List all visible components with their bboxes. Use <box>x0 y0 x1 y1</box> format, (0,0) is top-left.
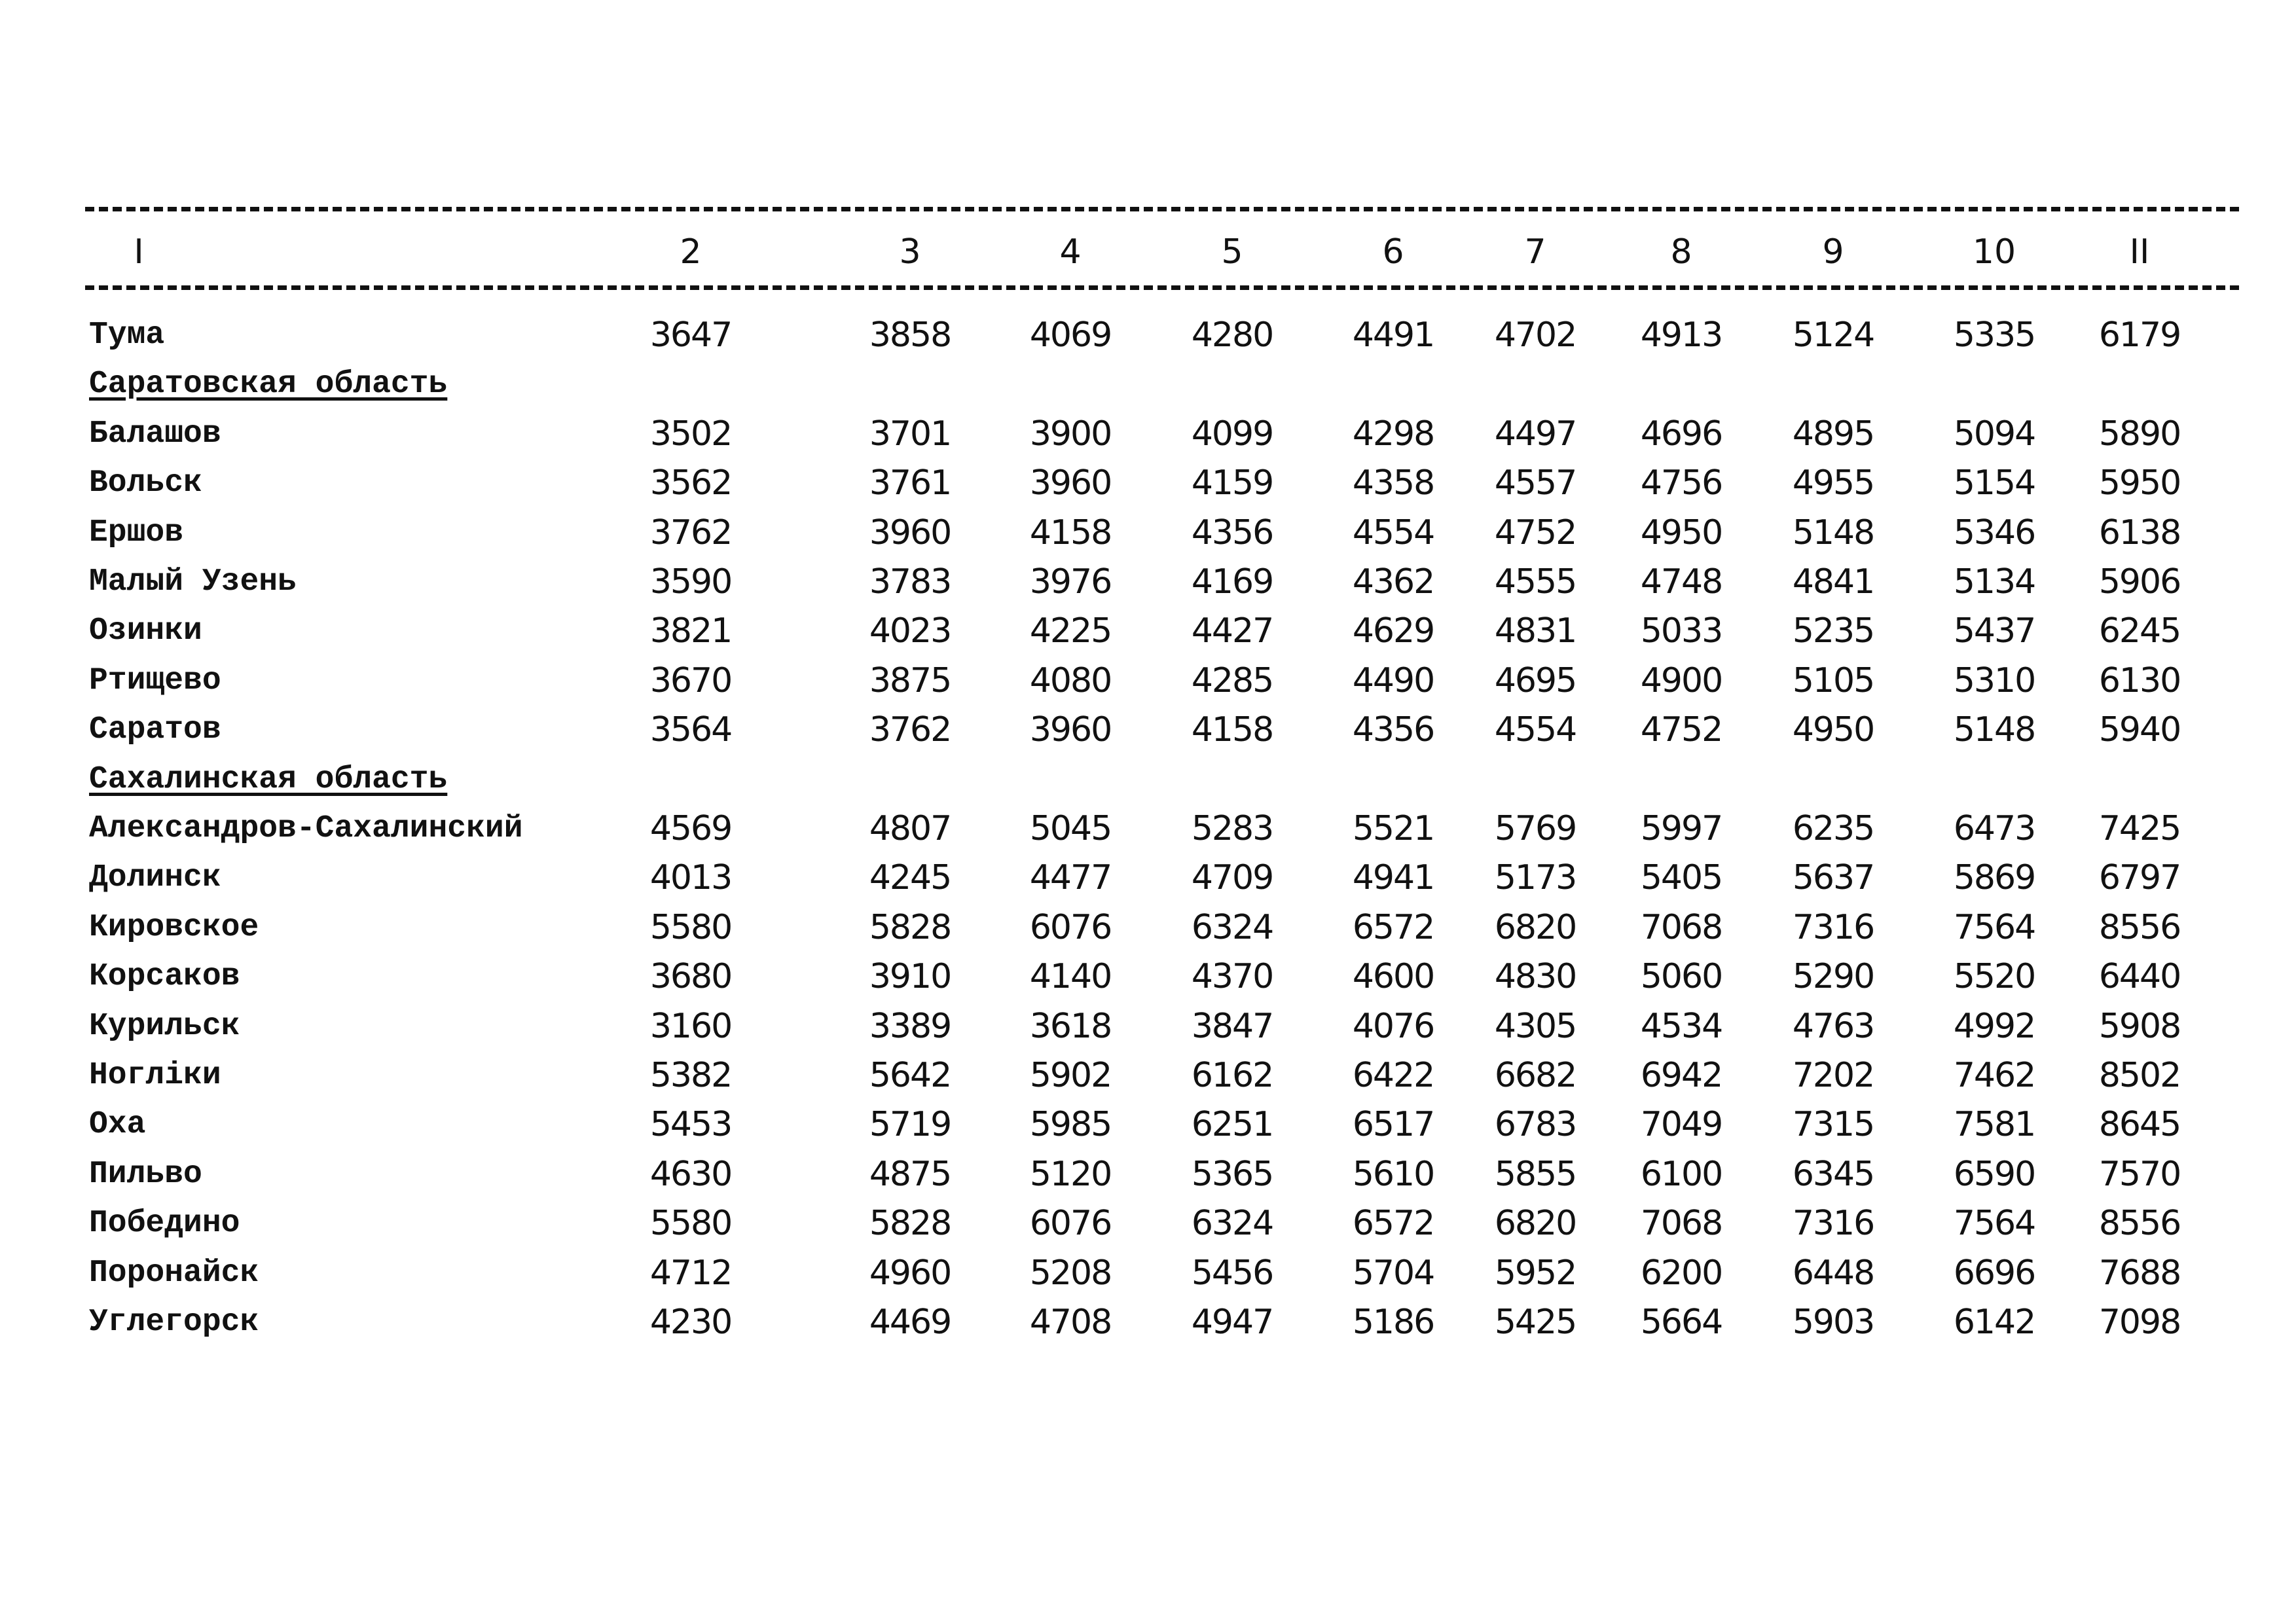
table-cell: 3160 <box>649 1006 732 1046</box>
table-cell: 4630 <box>649 1154 732 1194</box>
table-cell: 5952 <box>1494 1253 1576 1293</box>
table-cell: 4554 <box>1494 710 1576 750</box>
settlement-name: Пильво <box>89 1156 202 1192</box>
table-cell: 4534 <box>1640 1006 1722 1046</box>
table-cell: 5580 <box>649 1204 732 1244</box>
table-cell: 4569 <box>649 809 732 848</box>
column-header: 8 <box>1670 232 1692 272</box>
column-header: II <box>2129 232 2150 272</box>
table-cell: 4709 <box>1191 858 1273 898</box>
table-cell: 4158 <box>1191 710 1273 750</box>
table-cell: 3847 <box>1191 1006 1273 1046</box>
table-cell: 3761 <box>869 463 951 503</box>
table-cell: 4950 <box>1640 513 1722 552</box>
table-cell: 4477 <box>1029 858 1112 898</box>
table-cell: 4285 <box>1191 660 1273 700</box>
table-cell: 4225 <box>1029 611 1112 651</box>
region-heading: Сахалинская область <box>89 761 448 797</box>
table-cell: 4600 <box>1352 957 1434 997</box>
settlement-name: Балашов <box>89 416 221 452</box>
table-cell: 5283 <box>1191 809 1273 848</box>
table-cell: 5704 <box>1352 1253 1434 1293</box>
table-cell: 6696 <box>1953 1253 2035 1293</box>
table-cell: 7564 <box>1953 1204 2035 1244</box>
table-cell: 4895 <box>1792 414 1874 454</box>
column-header: 6 <box>1382 232 1404 272</box>
table-cell: 4362 <box>1352 562 1434 602</box>
table-cell: 5437 <box>1953 611 2035 651</box>
table-cell: 4752 <box>1494 513 1576 552</box>
table-cell: 5124 <box>1792 316 1874 355</box>
settlement-name: Курильск <box>89 1008 240 1044</box>
table-cell: 4712 <box>649 1253 732 1293</box>
table-cell: 3960 <box>1029 710 1112 750</box>
table-cell: 4629 <box>1352 611 1434 651</box>
table-cell: 4950 <box>1792 710 1874 750</box>
table-cell: 6517 <box>1352 1105 1434 1145</box>
table-cell: 4497 <box>1494 414 1576 454</box>
table-cell: 5906 <box>2098 562 2181 602</box>
table-cell: 3502 <box>649 414 732 454</box>
table-cell: 4875 <box>869 1154 951 1194</box>
table-cell: 8556 <box>2098 907 2181 947</box>
settlement-name: Оха <box>89 1107 146 1143</box>
table-cell: 5310 <box>1953 660 2035 700</box>
table-cell: 3701 <box>869 414 951 454</box>
table-cell: 4696 <box>1640 414 1722 454</box>
table-cell: 8502 <box>2098 1056 2181 1095</box>
table-cell: 6797 <box>2098 858 2181 898</box>
table-cell: 6590 <box>1953 1154 2035 1194</box>
table-cell: 5154 <box>1953 463 2035 503</box>
table-cell: 5148 <box>1953 710 2035 750</box>
table-cell: 7202 <box>1792 1056 1874 1095</box>
table-cell: 7316 <box>1792 1204 1874 1244</box>
settlement-name: Долинск <box>89 860 221 896</box>
settlement-name: Александров-Сахалинский <box>89 811 523 846</box>
table-cell: 3976 <box>1029 562 1112 602</box>
settlement-name: Ртищево <box>89 662 221 698</box>
table-cell: 5997 <box>1640 809 1722 848</box>
table-cell: 5642 <box>869 1056 951 1095</box>
table-cell: 4756 <box>1640 463 1722 503</box>
table-cell: 6942 <box>1640 1056 1722 1095</box>
table-cell: 3783 <box>869 562 951 602</box>
settlement-name: Кировское <box>89 909 259 945</box>
table-cell: 5637 <box>1792 858 1874 898</box>
table-cell: 4427 <box>1191 611 1273 651</box>
table-cell: 5521 <box>1352 809 1434 848</box>
table-cell: 4159 <box>1191 463 1273 503</box>
table-cell: 3960 <box>869 513 951 552</box>
table-cell: 5769 <box>1494 809 1576 848</box>
table-cell: 4955 <box>1792 463 1874 503</box>
table-cell: 6200 <box>1640 1253 1722 1293</box>
table-cell: 4490 <box>1352 660 1434 700</box>
table-cell: 7316 <box>1792 907 1874 947</box>
table-cell: 4099 <box>1191 414 1273 454</box>
table-cell: 5105 <box>1792 660 1874 700</box>
table-cell: 4356 <box>1191 513 1273 552</box>
table-cell: 5828 <box>869 907 951 947</box>
table-cell: 7564 <box>1953 907 2035 947</box>
table-cell: 5033 <box>1640 611 1722 651</box>
header-bottom-rule <box>85 285 2239 290</box>
table-cell: 6422 <box>1352 1056 1434 1095</box>
table-cell: 5902 <box>1029 1056 1112 1095</box>
table-cell: 4469 <box>869 1303 951 1342</box>
table-cell: 3762 <box>649 513 732 552</box>
table-cell: 7315 <box>1792 1105 1874 1145</box>
table-cell: 5903 <box>1792 1303 1874 1342</box>
table-cell: 3821 <box>649 611 732 651</box>
table-cell: 3647 <box>649 316 732 355</box>
table-cell: 4555 <box>1494 562 1576 602</box>
table-cell: 4841 <box>1792 562 1874 602</box>
table-cell: 5208 <box>1029 1253 1112 1293</box>
table-cell: 5985 <box>1029 1105 1112 1145</box>
table-cell: 4298 <box>1352 414 1434 454</box>
table-cell: 6682 <box>1494 1056 1576 1095</box>
table-cell: 5950 <box>2098 463 2181 503</box>
table-cell: 4280 <box>1191 316 1273 355</box>
settlement-name: Поронайск <box>89 1255 259 1291</box>
table-cell: 3875 <box>869 660 951 700</box>
settlement-name: Углегорск <box>89 1305 259 1340</box>
table-cell: 5346 <box>1953 513 2035 552</box>
table-cell: 3762 <box>869 710 951 750</box>
table-cell: 5425 <box>1494 1303 1576 1342</box>
table-cell: 3900 <box>1029 414 1112 454</box>
table-cell: 6245 <box>2098 611 2181 651</box>
table-cell: 6130 <box>2098 660 2181 700</box>
table-cell: 6235 <box>1792 809 1874 848</box>
table-cell: 5134 <box>1953 562 2035 602</box>
table-cell: 8556 <box>2098 1204 2181 1244</box>
table-cell: 7049 <box>1640 1105 1722 1145</box>
column-header: I <box>134 232 144 272</box>
table-cell: 3389 <box>869 1006 951 1046</box>
table-cell: 5520 <box>1953 957 2035 997</box>
table-cell: 4702 <box>1494 316 1576 355</box>
column-header: 7 <box>1524 232 1546 272</box>
table-cell: 6448 <box>1792 1253 1874 1293</box>
settlement-name: Саратов <box>89 712 221 748</box>
table-cell: 3858 <box>869 316 951 355</box>
table-cell: 6179 <box>2098 316 2181 355</box>
table-top-rule <box>85 207 2239 211</box>
table-cell: 4947 <box>1191 1303 1273 1342</box>
table-cell: 6572 <box>1352 1204 1434 1244</box>
table-cell: 7068 <box>1640 907 1722 947</box>
table-cell: 6820 <box>1494 1204 1576 1244</box>
table-cell: 4941 <box>1352 858 1434 898</box>
table-cell: 6076 <box>1029 1204 1112 1244</box>
table-cell: 3590 <box>649 562 732 602</box>
table-cell: 7098 <box>2098 1303 2181 1342</box>
table-cell: 3680 <box>649 957 732 997</box>
table-cell: 4305 <box>1494 1006 1576 1046</box>
column-header: 5 <box>1221 232 1243 272</box>
table-cell: 4763 <box>1792 1006 1874 1046</box>
table-cell: 5060 <box>1640 957 1722 997</box>
table-cell: 5120 <box>1029 1154 1112 1194</box>
settlement-name: Ногліки <box>89 1058 221 1093</box>
table-cell: 4356 <box>1352 710 1434 750</box>
table-cell: 6473 <box>1953 809 2035 848</box>
table-cell: 5610 <box>1352 1154 1434 1194</box>
table-cell: 4230 <box>649 1303 732 1342</box>
table-cell: 6324 <box>1191 1204 1273 1244</box>
table-cell: 5045 <box>1029 809 1112 848</box>
table-cell: 6100 <box>1640 1154 1722 1194</box>
table-cell: 5186 <box>1352 1303 1434 1342</box>
table-cell: 6251 <box>1191 1105 1273 1145</box>
table-cell: 4013 <box>649 858 732 898</box>
table-cell: 3562 <box>649 463 732 503</box>
table-cell: 4370 <box>1191 957 1273 997</box>
table-cell: 5908 <box>2098 1006 2181 1046</box>
table-cell: 7068 <box>1640 1204 1722 1244</box>
table-cell: 3960 <box>1029 463 1112 503</box>
table-cell: 4140 <box>1029 957 1112 997</box>
table-cell: 5890 <box>2098 414 2181 454</box>
table-cell: 6820 <box>1494 907 1576 947</box>
table-cell: 3564 <box>649 710 732 750</box>
settlement-name: Победино <box>89 1206 240 1242</box>
table-cell: 5235 <box>1792 611 1874 651</box>
column-header: 10 <box>1972 232 2016 272</box>
table-cell: 4023 <box>869 611 951 651</box>
settlement-name: Ершов <box>89 514 184 550</box>
column-header: 3 <box>899 232 921 272</box>
table-cell: 5719 <box>869 1105 951 1145</box>
table-cell: 6142 <box>1953 1303 2035 1342</box>
table-cell: 3618 <box>1029 1006 1112 1046</box>
settlement-name: Озинки <box>89 613 202 649</box>
table-cell: 7581 <box>1953 1105 2035 1145</box>
table-cell: 4245 <box>869 858 951 898</box>
settlement-name: Корсаков <box>89 959 240 995</box>
table-cell: 5869 <box>1953 858 2035 898</box>
table-cell: 4158 <box>1029 513 1112 552</box>
table-cell: 5382 <box>649 1056 732 1095</box>
column-header: 2 <box>680 232 702 272</box>
table-cell: 5290 <box>1792 957 1874 997</box>
table-cell: 7688 <box>2098 1253 2181 1293</box>
table-cell: 7462 <box>1953 1056 2035 1095</box>
table-cell: 5940 <box>2098 710 2181 750</box>
table-cell: 4491 <box>1352 316 1434 355</box>
table-cell: 4831 <box>1494 611 1576 651</box>
table-cell: 4913 <box>1640 316 1722 355</box>
table-cell: 5456 <box>1191 1253 1273 1293</box>
table-cell: 4752 <box>1640 710 1722 750</box>
table-cell: 5173 <box>1494 858 1576 898</box>
table-cell: 4708 <box>1029 1303 1112 1342</box>
table-cell: 6324 <box>1191 907 1273 947</box>
table-cell: 8645 <box>2098 1105 2181 1145</box>
table-cell: 4554 <box>1352 513 1434 552</box>
table-cell: 4169 <box>1191 562 1273 602</box>
table-cell: 4807 <box>869 809 951 848</box>
table-cell: 5148 <box>1792 513 1874 552</box>
table-cell: 5855 <box>1494 1154 1576 1194</box>
table-cell: 3910 <box>869 957 951 997</box>
table-cell: 6572 <box>1352 907 1434 947</box>
table-cell: 4900 <box>1640 660 1722 700</box>
table-cell: 4557 <box>1494 463 1576 503</box>
settlement-name: Тума <box>89 317 165 353</box>
table-cell: 4076 <box>1352 1006 1434 1046</box>
table-cell: 4080 <box>1029 660 1112 700</box>
table-cell: 3670 <box>649 660 732 700</box>
table-cell: 4069 <box>1029 316 1112 355</box>
table-cell: 6783 <box>1494 1105 1576 1145</box>
table-cell: 6440 <box>2098 957 2181 997</box>
table-cell: 5365 <box>1191 1154 1273 1194</box>
table-cell: 5094 <box>1953 414 2035 454</box>
table-cell: 5580 <box>649 907 732 947</box>
table-cell: 5664 <box>1640 1303 1722 1342</box>
table-cell: 4358 <box>1352 463 1434 503</box>
table-cell: 4960 <box>869 1253 951 1293</box>
region-heading: Саратовская область <box>89 367 448 403</box>
table-cell: 5453 <box>649 1105 732 1145</box>
column-header: 9 <box>1822 232 1844 272</box>
table-cell: 4830 <box>1494 957 1576 997</box>
table-cell: 4748 <box>1640 562 1722 602</box>
table-cell: 6138 <box>2098 513 2181 552</box>
table-cell: 5405 <box>1640 858 1722 898</box>
table-cell: 7570 <box>2098 1154 2181 1194</box>
column-header: 4 <box>1059 232 1082 272</box>
table-cell: 6345 <box>1792 1154 1874 1194</box>
settlement-name: Вольск <box>89 465 202 501</box>
table-cell: 4695 <box>1494 660 1576 700</box>
table-cell: 4992 <box>1953 1006 2035 1046</box>
table-cell: 5335 <box>1953 316 2035 355</box>
table-cell: 6162 <box>1191 1056 1273 1095</box>
table-cell: 6076 <box>1029 907 1112 947</box>
table-cell: 7425 <box>2098 809 2181 848</box>
settlement-name: Малый Узень <box>89 564 297 600</box>
table-cell: 5828 <box>869 1204 951 1244</box>
